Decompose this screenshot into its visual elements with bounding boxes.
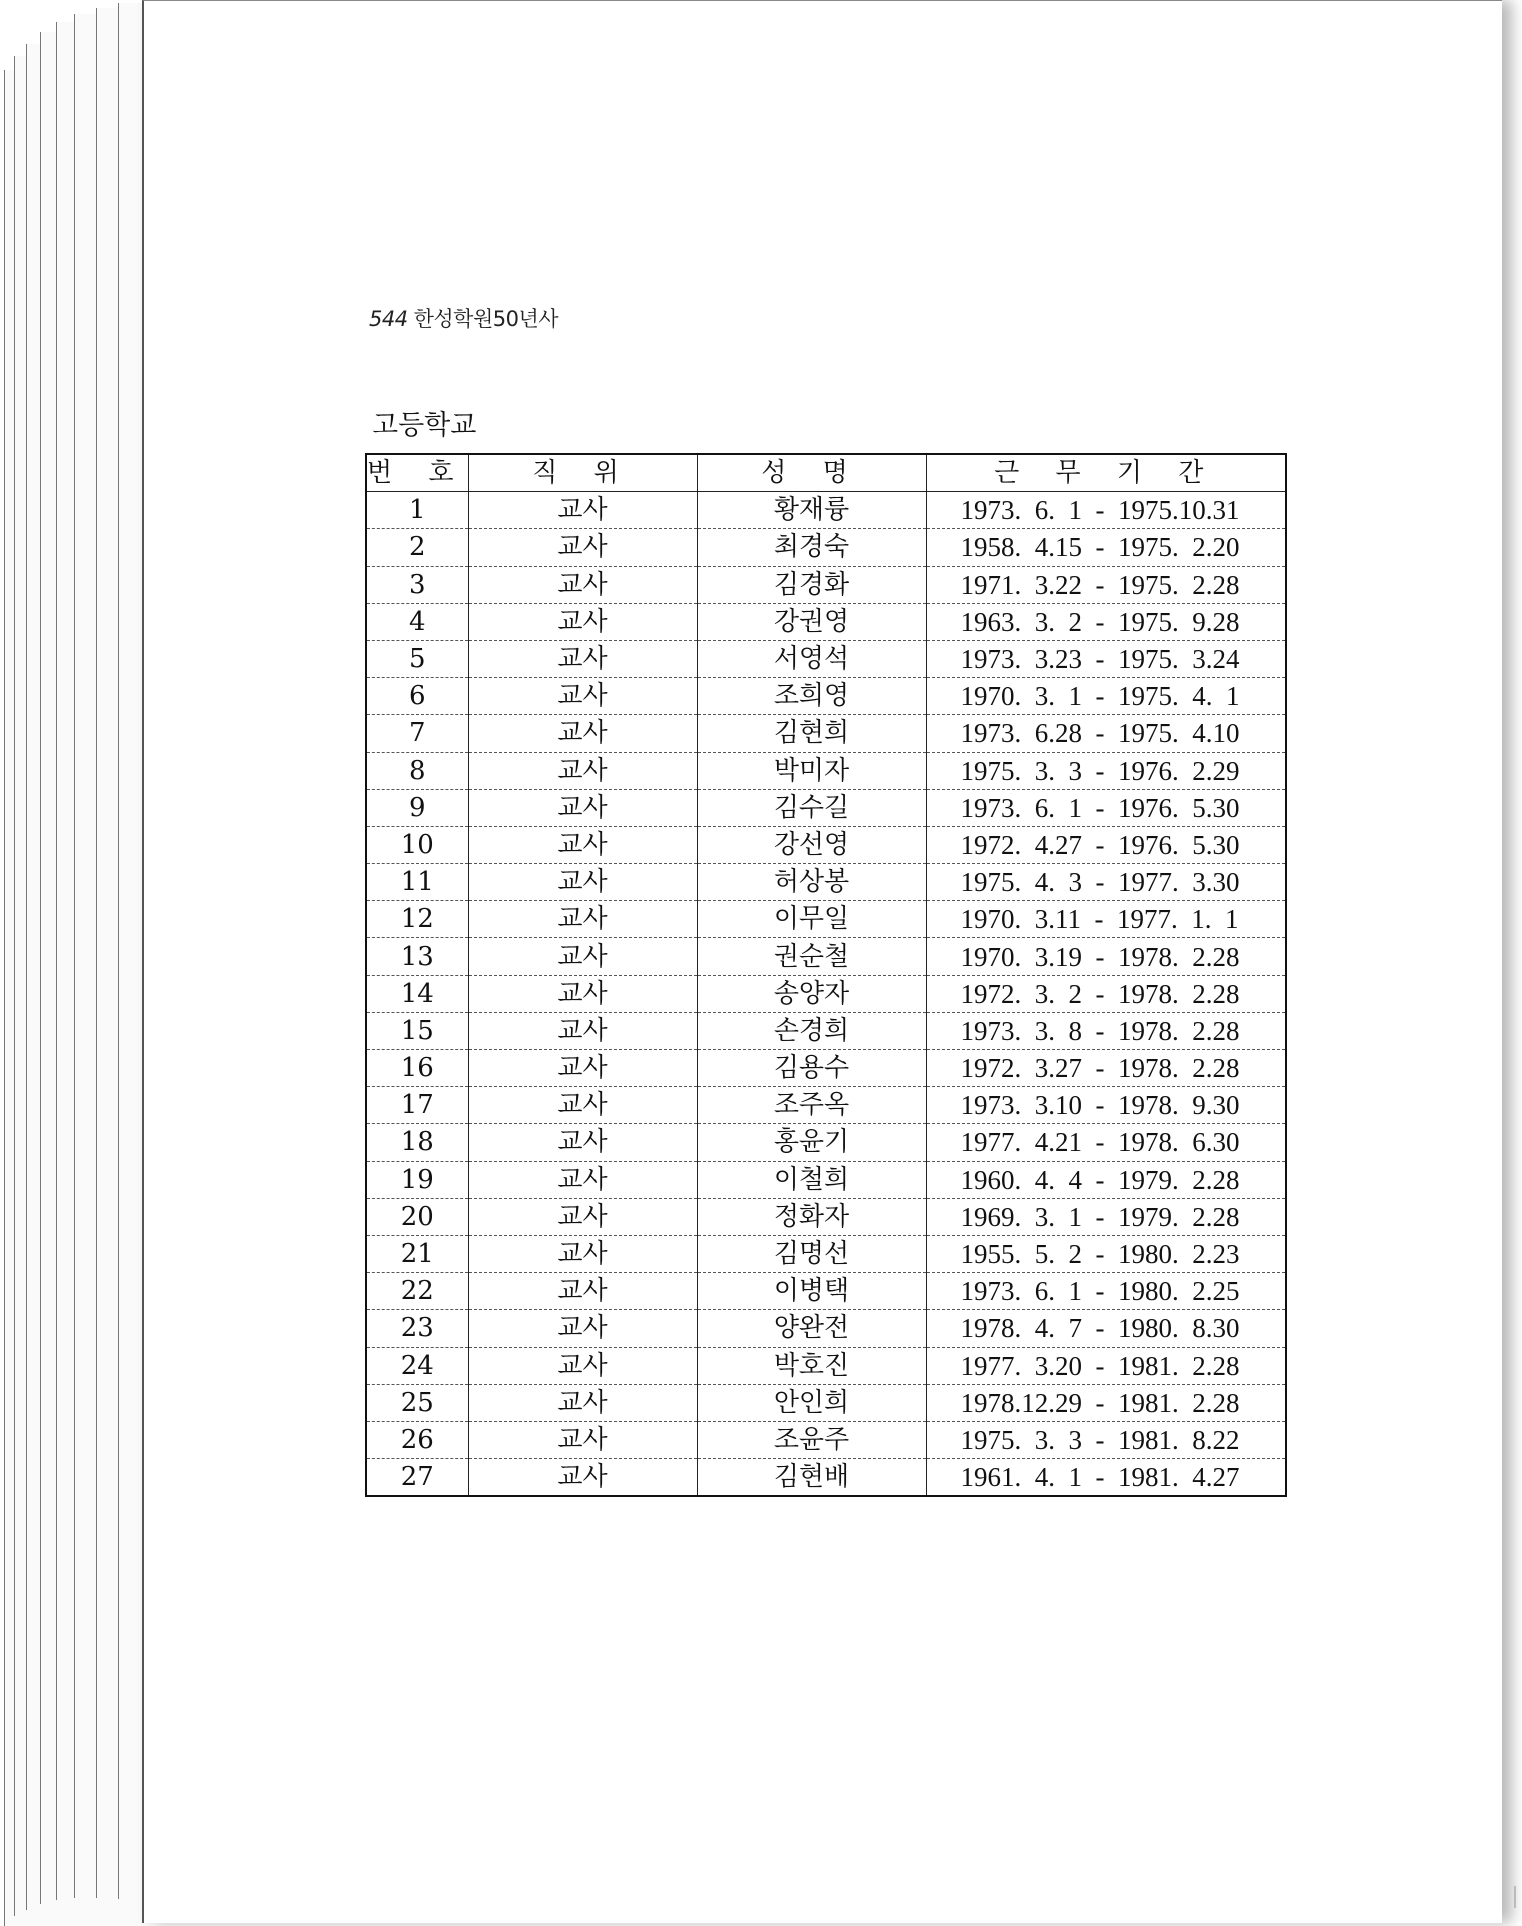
row-period: 1977. 3.20 - 1981. 2.28 bbox=[926, 1347, 1286, 1384]
row-number: 9 bbox=[366, 789, 468, 826]
row-number: 16 bbox=[366, 1050, 468, 1087]
table-row bbox=[366, 1124, 1286, 1161]
table-row bbox=[366, 938, 1286, 975]
row-period: 1958. 4.15 - 1975. 2.20 bbox=[926, 529, 1286, 566]
row-number: 8 bbox=[366, 752, 468, 789]
table-row bbox=[366, 1161, 1286, 1198]
row-number: 6 bbox=[366, 678, 468, 715]
row-period: 1978.12.29 - 1981. 2.28 bbox=[926, 1384, 1286, 1421]
row-period: 1970. 3. 1 - 1975. 4. 1 bbox=[926, 678, 1286, 715]
row-period: 1978. 4. 7 - 1980. 8.30 bbox=[926, 1310, 1286, 1347]
row-name: 김현배 bbox=[697, 1459, 926, 1497]
row-name: 조윤주 bbox=[697, 1421, 926, 1458]
row-period: 1970. 3.19 - 1978. 2.28 bbox=[926, 938, 1286, 975]
table-row bbox=[366, 1087, 1286, 1124]
row-position: 교사 bbox=[468, 1198, 697, 1235]
table-row bbox=[366, 1012, 1286, 1049]
row-number: 25 bbox=[366, 1384, 468, 1421]
row-name: 황재륭 bbox=[697, 492, 926, 529]
row-period: 1977. 4.21 - 1978. 6.30 bbox=[926, 1124, 1286, 1161]
row-number: 22 bbox=[366, 1273, 468, 1310]
table-row bbox=[366, 1198, 1286, 1235]
row-number: 3 bbox=[366, 566, 468, 603]
table-row bbox=[366, 901, 1286, 938]
row-position: 교사 bbox=[468, 789, 697, 826]
row-period: 1972. 4.27 - 1976. 5.30 bbox=[926, 826, 1286, 863]
row-period: 1973. 3. 8 - 1978. 2.28 bbox=[926, 1012, 1286, 1049]
row-name: 이병택 bbox=[697, 1273, 926, 1310]
row-name: 김수길 bbox=[697, 789, 926, 826]
row-period: 1960. 4. 4 - 1979. 2.28 bbox=[926, 1161, 1286, 1198]
row-period: 1969. 3. 1 - 1979. 2.28 bbox=[926, 1198, 1286, 1235]
row-period: 1975. 3. 3 - 1976. 2.29 bbox=[926, 752, 1286, 789]
row-number: 24 bbox=[366, 1347, 468, 1384]
table-row bbox=[366, 752, 1286, 789]
book-page bbox=[142, 0, 1502, 1923]
header-number: 번 호 bbox=[366, 454, 468, 492]
row-name: 허상봉 bbox=[697, 864, 926, 901]
row-position: 교사 bbox=[468, 1347, 697, 1384]
row-period: 1975. 3. 3 - 1981. 8.22 bbox=[926, 1421, 1286, 1458]
staff-table bbox=[365, 453, 1287, 1497]
row-number: 27 bbox=[366, 1459, 468, 1497]
row-name: 김명선 bbox=[697, 1235, 926, 1272]
row-period: 1970. 3.11 - 1977. 1. 1 bbox=[926, 901, 1286, 938]
row-name: 조주옥 bbox=[697, 1087, 926, 1124]
row-position: 교사 bbox=[468, 1459, 697, 1497]
table-row bbox=[366, 1459, 1286, 1497]
table-row bbox=[366, 789, 1286, 826]
book-title: 한성학원50년사 bbox=[413, 307, 559, 331]
row-name: 박미자 bbox=[697, 752, 926, 789]
table-row bbox=[366, 1384, 1286, 1421]
row-position: 교사 bbox=[468, 826, 697, 863]
table-row bbox=[366, 715, 1286, 752]
row-name: 정화자 bbox=[697, 1198, 926, 1235]
header-position: 직 위 bbox=[468, 454, 697, 492]
row-number: 14 bbox=[366, 975, 468, 1012]
row-position: 교사 bbox=[468, 529, 697, 566]
row-number: 12 bbox=[366, 901, 468, 938]
row-position: 교사 bbox=[468, 492, 697, 529]
table-row bbox=[366, 975, 1286, 1012]
row-number: 26 bbox=[366, 1421, 468, 1458]
row-period: 1973. 6. 1 - 1975.10.31 bbox=[926, 492, 1286, 529]
row-period: 1973. 6. 1 - 1976. 5.30 bbox=[926, 789, 1286, 826]
row-name: 조희영 bbox=[697, 678, 926, 715]
table-row bbox=[366, 1421, 1286, 1458]
row-position: 교사 bbox=[468, 715, 697, 752]
table-row bbox=[366, 1050, 1286, 1087]
row-position: 교사 bbox=[468, 864, 697, 901]
row-period: 1972. 3.27 - 1978. 2.28 bbox=[926, 1050, 1286, 1087]
row-position: 교사 bbox=[468, 975, 697, 1012]
row-name: 송양자 bbox=[697, 975, 926, 1012]
row-name: 강권영 bbox=[697, 603, 926, 640]
table-row bbox=[366, 603, 1286, 640]
running-head bbox=[369, 303, 558, 333]
table-row bbox=[366, 492, 1286, 529]
row-name: 안인희 bbox=[697, 1384, 926, 1421]
row-period: 1975. 4. 3 - 1977. 3.30 bbox=[926, 864, 1286, 901]
row-name: 서영석 bbox=[697, 640, 926, 677]
row-position: 교사 bbox=[468, 566, 697, 603]
row-position: 교사 bbox=[468, 1161, 697, 1198]
row-position: 교사 bbox=[468, 603, 697, 640]
table-row bbox=[366, 1310, 1286, 1347]
row-name: 권순철 bbox=[697, 938, 926, 975]
row-position: 교사 bbox=[468, 1050, 697, 1087]
row-period: 1973. 6.28 - 1975. 4.10 bbox=[926, 715, 1286, 752]
row-number: 20 bbox=[366, 1198, 468, 1235]
row-name: 김현희 bbox=[697, 715, 926, 752]
row-position: 교사 bbox=[468, 1235, 697, 1272]
header-period: 근 무 기 간 bbox=[926, 454, 1286, 492]
table-body bbox=[366, 492, 1286, 1497]
row-name: 손경희 bbox=[697, 1012, 926, 1049]
row-name: 박호진 bbox=[697, 1347, 926, 1384]
row-number: 1 bbox=[366, 492, 468, 529]
row-position: 교사 bbox=[468, 1384, 697, 1421]
row-position: 교사 bbox=[468, 901, 697, 938]
row-position: 교사 bbox=[468, 1012, 697, 1049]
row-name: 김경화 bbox=[697, 566, 926, 603]
row-name: 최경숙 bbox=[697, 529, 926, 566]
row-number: 19 bbox=[366, 1161, 468, 1198]
row-period: 1973. 6. 1 - 1980. 2.25 bbox=[926, 1273, 1286, 1310]
row-position: 교사 bbox=[468, 1421, 697, 1458]
table-row bbox=[366, 640, 1286, 677]
row-number: 10 bbox=[366, 826, 468, 863]
row-number: 17 bbox=[366, 1087, 468, 1124]
page-number: 544 bbox=[369, 307, 408, 331]
row-position: 교사 bbox=[468, 640, 697, 677]
row-number: 4 bbox=[366, 603, 468, 640]
table-row bbox=[366, 1273, 1286, 1310]
row-period: 1973. 3.23 - 1975. 3.24 bbox=[926, 640, 1286, 677]
table-row bbox=[366, 566, 1286, 603]
row-number: 2 bbox=[366, 529, 468, 566]
row-position: 교사 bbox=[468, 1124, 697, 1161]
table-row bbox=[366, 864, 1286, 901]
table-row bbox=[366, 826, 1286, 863]
row-position: 교사 bbox=[468, 752, 697, 789]
row-number: 18 bbox=[366, 1124, 468, 1161]
row-position: 교사 bbox=[468, 1087, 697, 1124]
section-title: 고등학교 bbox=[372, 410, 477, 441]
table-header-row bbox=[366, 454, 1286, 492]
row-name: 김용수 bbox=[697, 1050, 926, 1087]
row-position: 교사 bbox=[468, 1310, 697, 1347]
row-position: 교사 bbox=[468, 938, 697, 975]
row-number: 21 bbox=[366, 1235, 468, 1272]
header-name: 성 명 bbox=[697, 454, 926, 492]
edge-mark bbox=[1514, 1886, 1516, 1908]
row-period: 1971. 3.22 - 1975. 2.28 bbox=[926, 566, 1286, 603]
table-row bbox=[366, 529, 1286, 566]
page-stack-edges bbox=[0, 0, 150, 1926]
table-row bbox=[366, 1235, 1286, 1272]
row-name: 강선영 bbox=[697, 826, 926, 863]
row-name: 양완전 bbox=[697, 1310, 926, 1347]
row-number: 23 bbox=[366, 1310, 468, 1347]
row-number: 11 bbox=[366, 864, 468, 901]
table-row bbox=[366, 678, 1286, 715]
row-name: 이철희 bbox=[697, 1161, 926, 1198]
row-period: 1972. 3. 2 - 1978. 2.28 bbox=[926, 975, 1286, 1012]
row-number: 7 bbox=[366, 715, 468, 752]
row-name: 홍윤기 bbox=[697, 1124, 926, 1161]
row-number: 15 bbox=[366, 1012, 468, 1049]
row-period: 1955. 5. 2 - 1980. 2.23 bbox=[926, 1235, 1286, 1272]
row-period: 1963. 3. 2 - 1975. 9.28 bbox=[926, 603, 1286, 640]
row-position: 교사 bbox=[468, 1273, 697, 1310]
row-number: 13 bbox=[366, 938, 468, 975]
row-period: 1973. 3.10 - 1978. 9.30 bbox=[926, 1087, 1286, 1124]
row-number: 5 bbox=[366, 640, 468, 677]
row-position: 교사 bbox=[468, 678, 697, 715]
row-name: 이무일 bbox=[697, 901, 926, 938]
table-row bbox=[366, 1347, 1286, 1384]
row-period: 1961. 4. 1 - 1981. 4.27 bbox=[926, 1459, 1286, 1497]
